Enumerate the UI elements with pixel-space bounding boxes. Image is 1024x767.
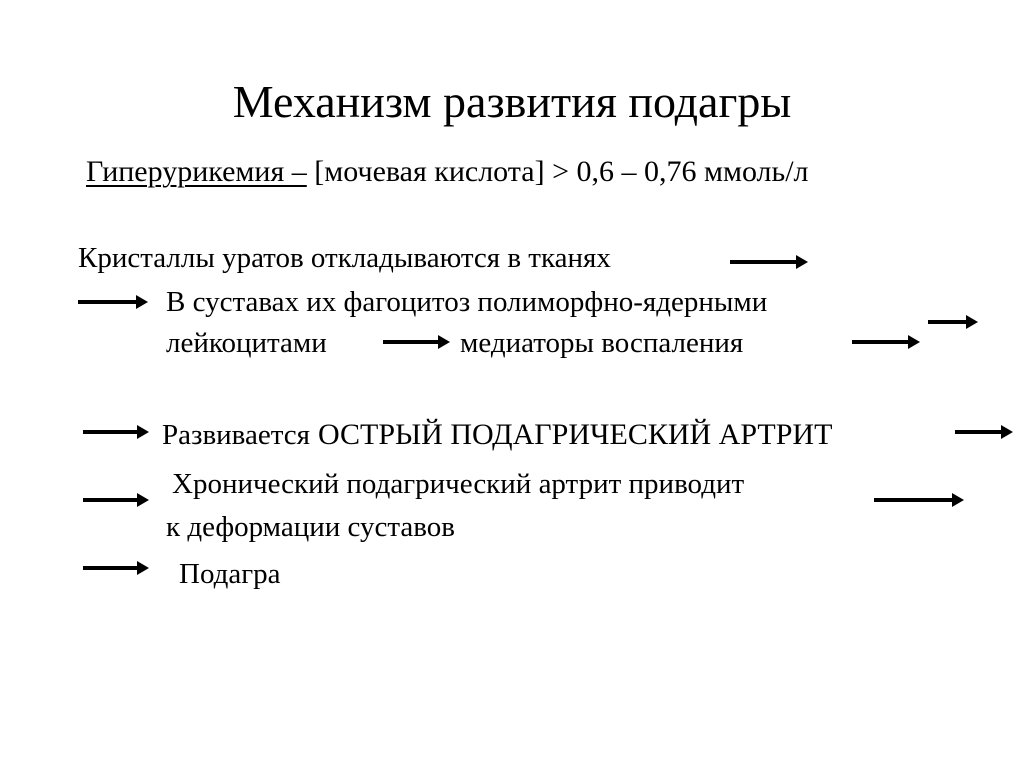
step-gout: Подагра xyxy=(179,558,281,590)
step-develops: Развивается xyxy=(162,419,310,451)
slide-title: Механизм развития подагры xyxy=(232,76,792,127)
arrow-right-icon xyxy=(730,255,808,269)
arrow-right-icon xyxy=(83,425,149,439)
hyperuricemia-definition: [мочевая кислота] > 0,6 – 0,76 ммоль/л xyxy=(306,155,809,188)
hyperuricemia-term: Гиперурикемия – xyxy=(86,155,307,188)
step-chronic-arthritis: Хронический подагрический артрит приводит xyxy=(172,468,745,500)
arrow-right-icon xyxy=(83,493,149,507)
step-crystals-deposit: Кристаллы уратов откладываются в тканях xyxy=(78,242,611,274)
arrow-right-icon xyxy=(955,425,1013,439)
step-mediators: медиаторы воспаления xyxy=(460,327,744,359)
arrow-right-icon xyxy=(78,295,148,309)
step-joint-deformation: к деформации суставов xyxy=(166,511,455,543)
step-leukocytes: лейкоцитами xyxy=(166,327,327,359)
step-phagocytosis: В суставах их фагоцитоз полиморфно-ядерными xyxy=(166,286,768,318)
arrow-right-icon xyxy=(83,561,149,575)
arrow-right-icon xyxy=(928,315,978,329)
hyperuricemia-line xyxy=(86,157,809,187)
arrow-right-icon xyxy=(383,335,450,349)
step-acute-arthritis xyxy=(162,420,832,450)
arrow-right-icon xyxy=(852,335,920,349)
arrow-right-icon xyxy=(874,493,964,507)
acute-gouty-arthritis: ОСТРЫЙ ПОДАГРИЧЕСКИЙ АРТРИТ xyxy=(317,418,833,451)
